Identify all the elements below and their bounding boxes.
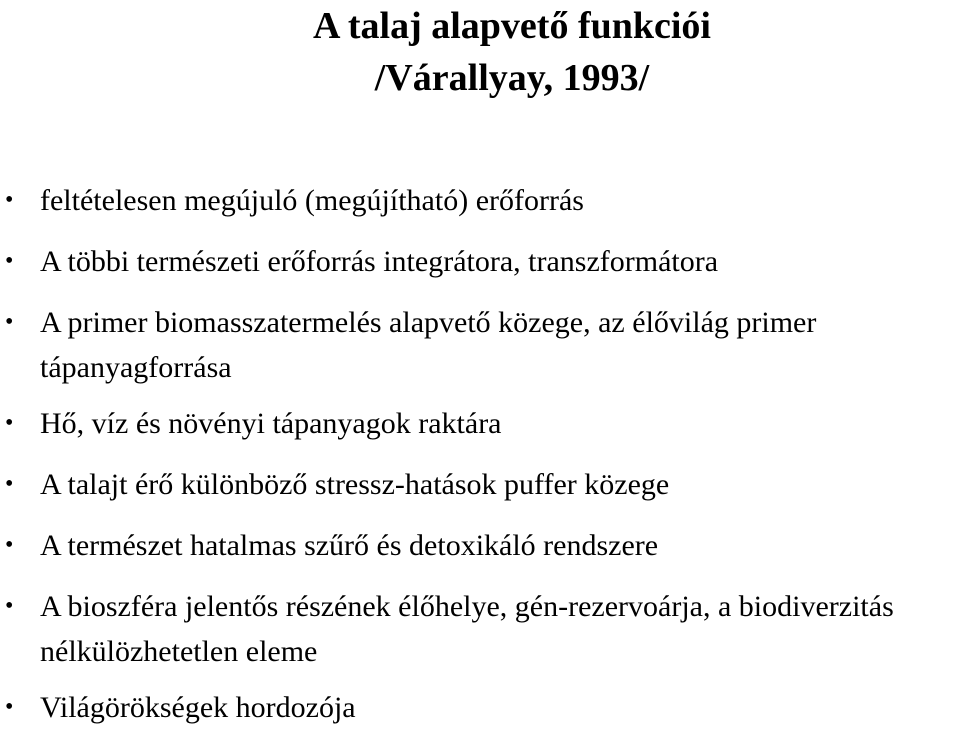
bullet-icon: • xyxy=(5,532,14,558)
bullet-item-4 xyxy=(0,401,960,446)
bullet-icon: • xyxy=(5,309,14,335)
bullet-item-7 xyxy=(0,584,960,674)
bullet-icon: • xyxy=(5,694,14,720)
bullet-icon: • xyxy=(5,187,14,213)
bullet-text: A talajt érő különböző stressz-hatások puffer közege xyxy=(40,468,670,501)
bullet-list xyxy=(0,178,960,746)
bullet-item-8 xyxy=(0,685,960,730)
bullet-text: Hő, víz és növényi tápanyagok raktára xyxy=(40,407,502,440)
bullet-text: A többi természeti erőforrás integrátora, transzformátora xyxy=(40,245,719,278)
bullet-text: A primer biomasszatermelés alapvető közege, az élővilág primer tápanyagforrása xyxy=(40,306,817,384)
bullet-icon: • xyxy=(5,410,14,436)
bullet-icon: • xyxy=(5,248,14,274)
bullet-icon: • xyxy=(5,471,14,497)
bullet-icon: • xyxy=(5,593,14,619)
slide-title xyxy=(0,0,960,104)
bullet-text: Világörökségek hordozója xyxy=(40,691,356,724)
title-line-2: /Várallyay, 1993/ xyxy=(374,57,650,99)
bullet-item-5 xyxy=(0,462,960,507)
bullet-item-3 xyxy=(0,300,960,390)
bullet-item-2 xyxy=(0,239,960,284)
title-line-1: A talaj alapvető funkciói xyxy=(313,5,711,47)
bullet-item-1 xyxy=(0,178,960,223)
bullet-item-6 xyxy=(0,523,960,568)
bullet-text: A bioszféra jelentős részének élőhelye, gén-rezervoárja, a biodiverzitás nélkülözhetetlen eleme xyxy=(40,590,894,668)
bullet-text: feltételesen megújuló (megújítható) erőforrás xyxy=(40,184,584,217)
bullet-text: A természet hatalmas szűrő és detoxikáló rendszere xyxy=(40,529,659,562)
